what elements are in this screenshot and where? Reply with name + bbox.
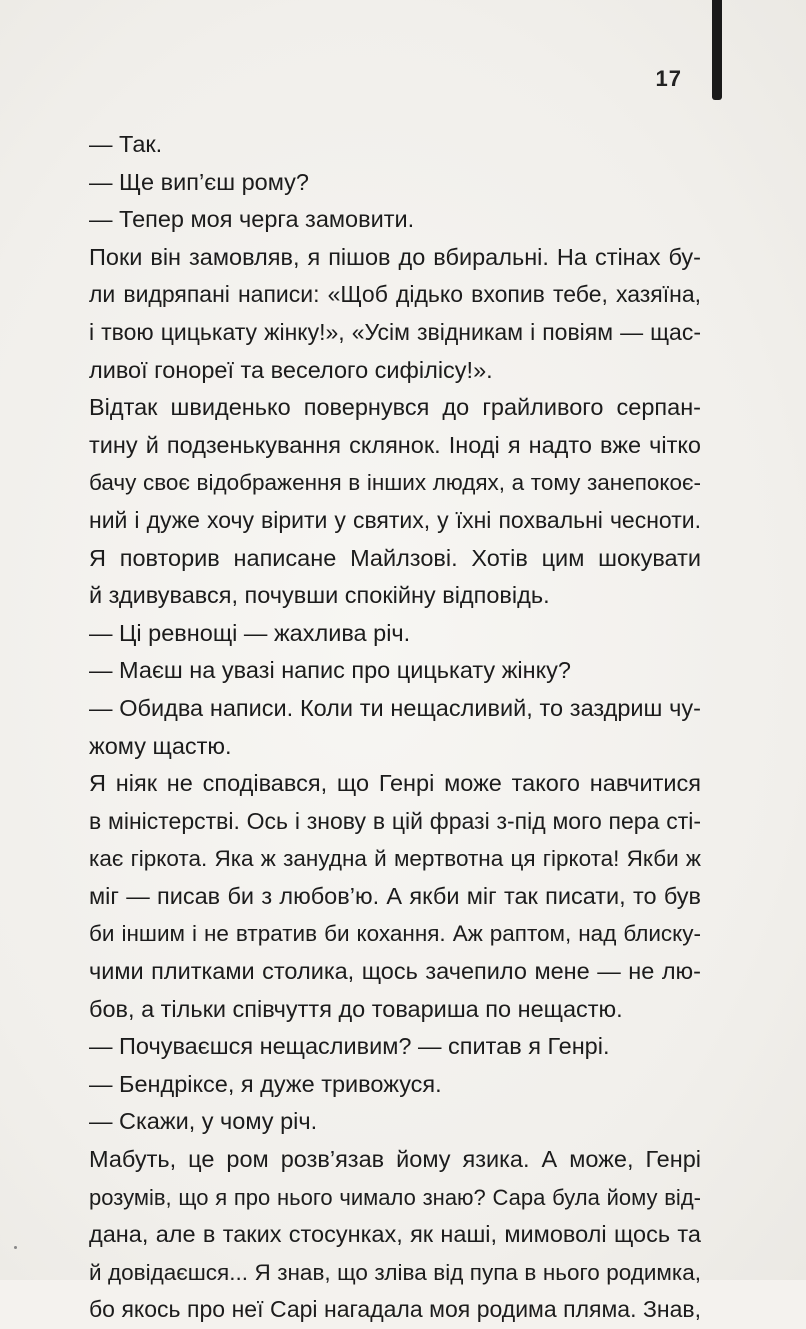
text-line: в міністерстві. Ось і знову в цій фразі з-під мого пера сті- bbox=[89, 807, 701, 834]
text-line: кає гіркота. Яка ж занудна й мертвотна ця гіркота! Якби ж bbox=[89, 846, 701, 872]
text-line: тину й подзенькування склянок. Іноді я надто вже чітко bbox=[89, 431, 701, 458]
text-line: бачу своє відображення в інших людях, а тому занепокоє- bbox=[89, 470, 701, 496]
text-line: розумів, що я про нього чимало знаю? Сара була йому від- bbox=[89, 1184, 701, 1210]
page-edge-bar bbox=[712, 0, 722, 100]
text-line: ли видряпані написи: «Щоб дідько вхопив тебе, хазяїна, bbox=[89, 281, 701, 308]
text-line: — Тепер моя черга замовити. bbox=[89, 206, 415, 233]
text-line: ливої гонореї та веселого сифілісу!». bbox=[89, 356, 493, 383]
text-line: жому щастю. bbox=[89, 732, 232, 759]
text-line: Я повторив написане Майлзові. Хотів цим шокувати bbox=[89, 544, 701, 571]
page-number: 17 bbox=[655, 66, 682, 91]
text-line: — Ці ревнощі — жахлива річ. bbox=[89, 619, 411, 646]
text-line: — Ще вип’єш рому? bbox=[89, 168, 309, 195]
text-line: — Маєш на увазі напис про цицькату жінку? bbox=[89, 657, 571, 684]
text-line: би іншим і не втратив би кохання. Аж раптом, над блиску- bbox=[89, 921, 701, 947]
text-line: Мабуть, це ром розв’язав йому язика. А може, Генрі bbox=[89, 1146, 701, 1173]
text-line: дана, але в таких стосунках, як наші, мимоволі щось та bbox=[89, 1221, 701, 1248]
text-line: чими плитками столика, щось зачепило мене — не лю- bbox=[89, 958, 701, 985]
text-line: — Так. bbox=[89, 131, 163, 157]
text-line: й довідаєшся... Я знав, що зліва від пупа в нього родимка, bbox=[89, 1259, 701, 1285]
text-line: — Скажи, у чому річ. bbox=[89, 1108, 318, 1135]
text-line: й здивувався, почувши спокійну відповідь. bbox=[89, 582, 550, 609]
text-line: — Обидва написи. Коли ти нещасливий, то заздриш чу- bbox=[89, 694, 701, 721]
text-line: Відтак швиденько повернувся до грайливого серпан- bbox=[89, 394, 701, 421]
text-line: ний і дуже хочу вірити у святих, у їхні похвальні чесноти. bbox=[89, 506, 701, 533]
text-line: бо якось про неї Сарі нагадала моя родима пляма. Знав, bbox=[89, 1296, 701, 1323]
text-line: Поки він замовляв, я пішов до вбиральні. На стінах бу- bbox=[89, 243, 701, 270]
text-line: Я ніяк не сподівався, що Генрі може такого навчитися bbox=[89, 770, 701, 797]
text-line: — Бендріксе, я дуже тривожуся. bbox=[89, 1070, 442, 1097]
body-text bbox=[89, 126, 701, 1329]
text-line: міг — писав би з любов’ю. А якби міг так писати, то був bbox=[89, 882, 701, 909]
text-line: бов, а тільки співчуття до товариша по нещастю. bbox=[89, 995, 623, 1022]
paper-speck bbox=[14, 1246, 17, 1249]
text-line: — Почуваєшся нещасливим? — спитав я Генрі. bbox=[89, 1033, 610, 1060]
text-line: і твою цицькату жінку!», «Усім звідникам і повіям — щас- bbox=[89, 318, 701, 345]
